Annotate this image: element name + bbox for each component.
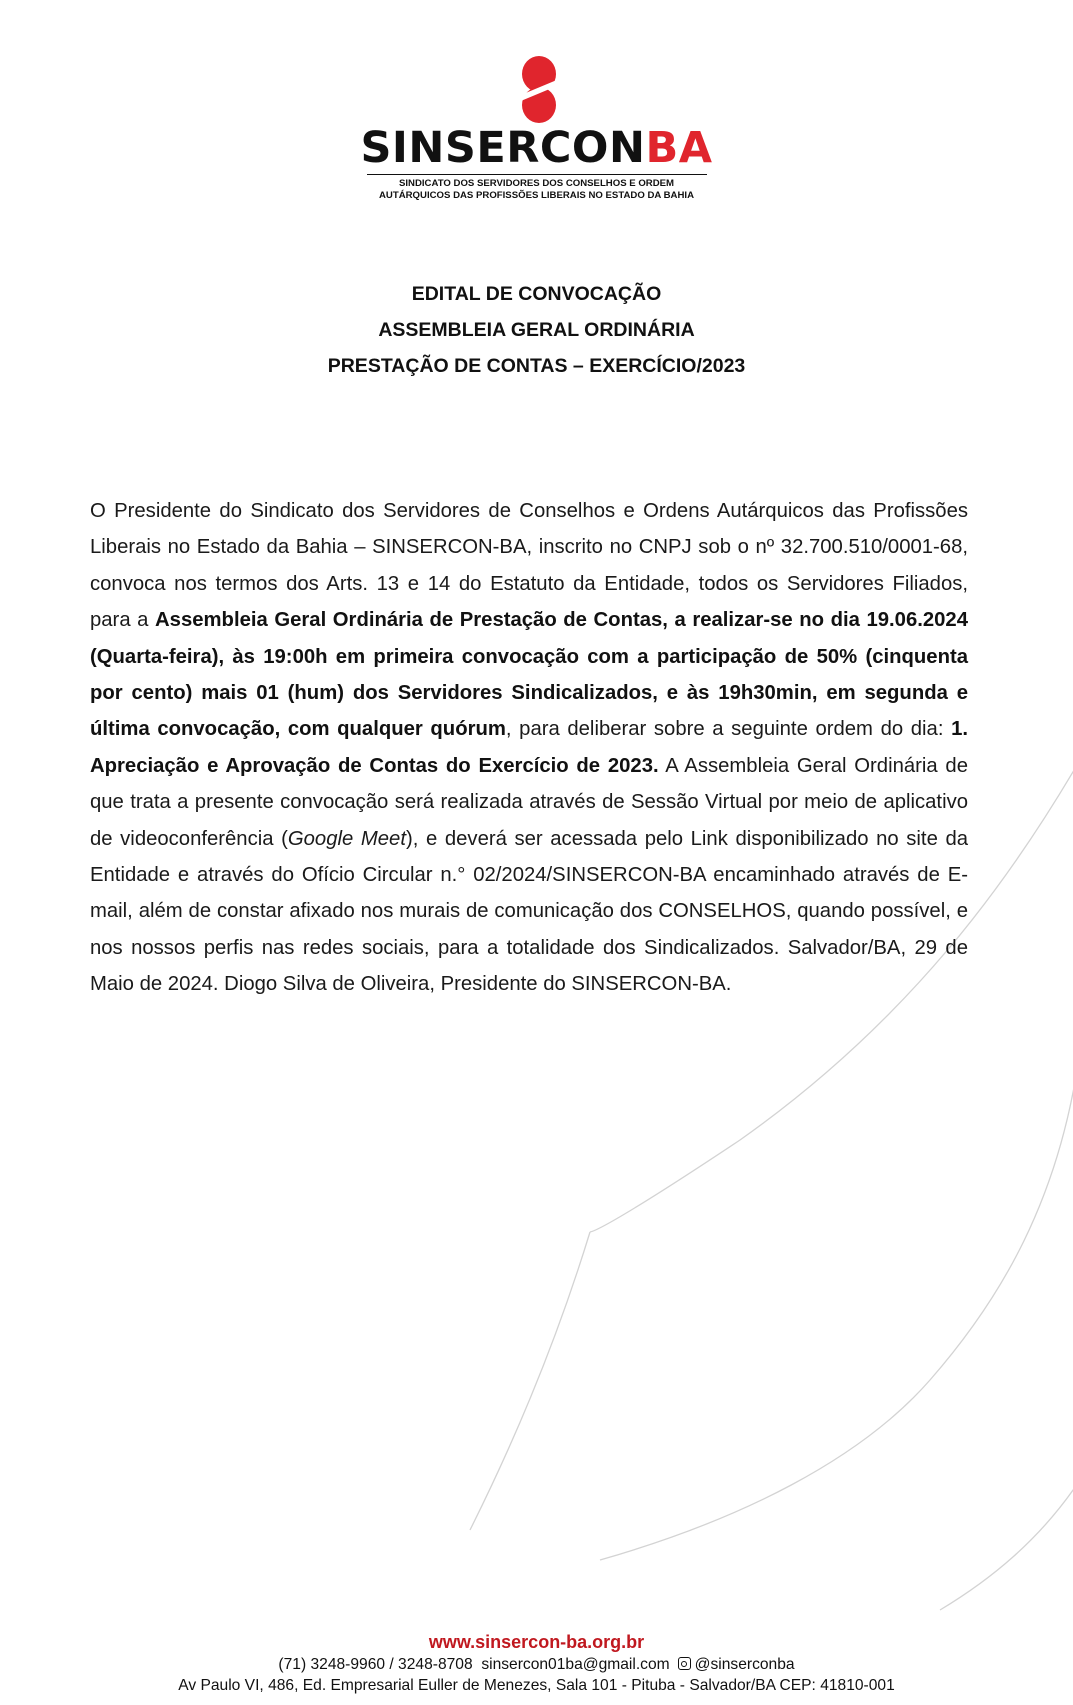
- body-text-1: O Presidente do Sindicato dos Servidores de Conselhos e Ordens Autárquicos das Profissões Liberais no Estado da Bahia – SINSERCON-BA, inscrito no CNPJ sob o nº 32.700.510/0001-68, convoca nos termos dos Arts. 13 e 14 do Estatuto da Entidade, todos os Servidores Filiados, para a: [90, 500, 968, 632]
- body-text-4: ), e deverá ser acessada pelo Link disponibilizado no site da Entidade e através do Ofício Circular n.° 02/2024/SINSERCON-BA encaminhado através de E-mail, além de constar afixado nos murais de comunicação dos CONSELHOS, quando possível, e nos nossos perfis nas redes sociais, para a totalidade dos Sindicalizados. Salvador/BA, 29 de Maio de 2024. Diogo Silva de Oliveira, Presidente do SINSERCON-BA.: [90, 827, 969, 996]
- logo: [0, 55, 1073, 202]
- logo-wordmark: SINSERCONBA: [360, 123, 713, 173]
- footer-phones: (71) 3248-9960 / 3248-8708: [278, 1656, 473, 1673]
- title-line2: ASSEMBLEIA GERAL ORDINÁRIA: [378, 319, 695, 341]
- body-paragraph: [90, 493, 968, 1003]
- footer-contact: [0, 1654, 1073, 1675]
- logo-subtitle-line1: SINDICATO DOS SERVIDORES DOS CONSELHOS E ORDEM: [398, 178, 675, 189]
- footer-instagram[interactable]: @sinserconba: [694, 1656, 795, 1673]
- footer-address: Av Paulo VI, 486, Ed. Empresarial Euller de Menezes, Sala 101 - Pituba - Salvador/BA CEP: 41810-001: [178, 1677, 895, 1694]
- body-italic-1: Google Meet: [287, 827, 406, 850]
- body-text-2: , para deliberar sobre a seguinte ordem do dia:: [505, 718, 952, 741]
- body-bold-1: Assembleia Geral Ordinária de Prestação de Contas, a realizar-se no dia 19.06.2024 (Quarta-feira), às 19:00h em primeira convocação com a participação de 50% (cinquenta por cento) mais 01 (hum) dos Servidores Sindicalizados, e às 19h30min, em segunda e última convocação, com qualquer quórum: [90, 609, 968, 741]
- logo-subtitle: [367, 174, 707, 202]
- title-line1: EDITAL DE CONVOCAÇÃO: [411, 283, 662, 305]
- footer-email[interactable]: sinsercon01ba@gmail.com: [481, 1656, 670, 1673]
- sinsercon-logo-mark: [502, 55, 572, 125]
- body-text-3: A Assembleia Geral Ordinária de que trata a presente convocação será realizada através de Sessão Virtual por meio de aplicativo de videoconferência (: [90, 754, 968, 850]
- instagram-icon: [678, 1657, 691, 1670]
- document-title: [0, 276, 1073, 384]
- footer: [0, 1630, 1073, 1696]
- logo-subtitle-line2: AUTÁRQUICOS DAS PROFISSÕES LIBERAIS NO ESTADO DA BAHIA: [378, 190, 694, 201]
- title-line3: PRESTAÇÃO DE CONTAS – EXERCÍCIO/2023: [327, 355, 746, 377]
- body-bold-2: 1. Apreciação e Aprovação de Contas do Exercício de 2023.: [90, 718, 969, 777]
- footer-website[interactable]: www.sinsercon-ba.org.br: [428, 1632, 645, 1652]
